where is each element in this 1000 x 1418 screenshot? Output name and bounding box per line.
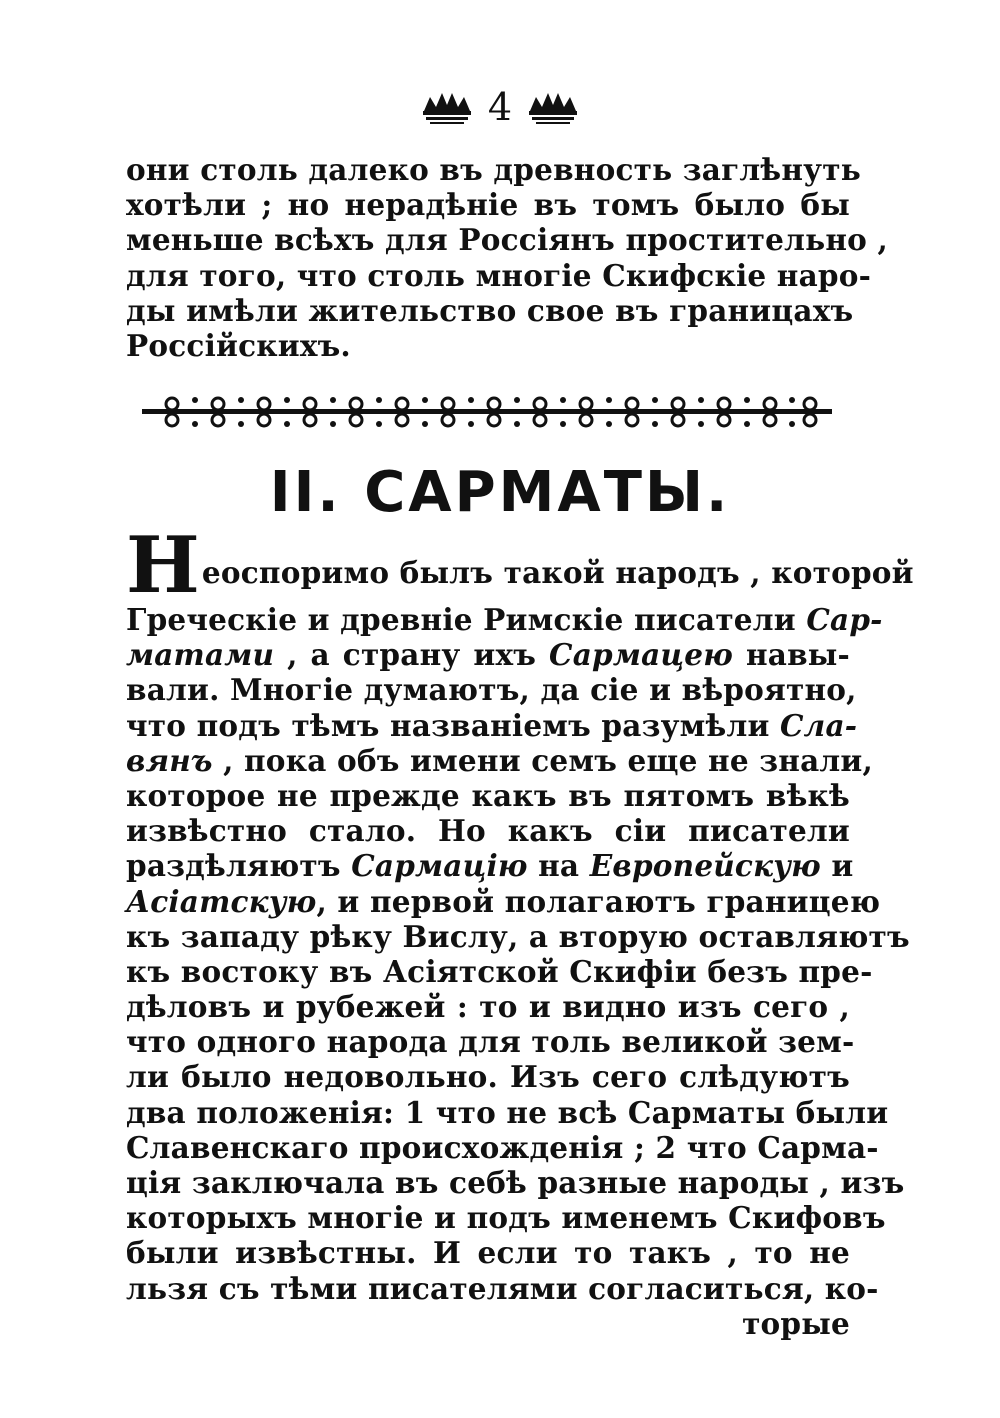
italic-segment: Сармацею xyxy=(549,637,734,673)
text-line: что одного народа для толь великой зем- xyxy=(126,1024,855,1060)
text-line: извѣстно стало. Но какъ сіи писатели xyxy=(126,813,850,849)
text-line xyxy=(126,707,858,743)
text-line xyxy=(126,637,850,672)
text-segment: что подъ тѣмъ названіемъ разумѣли xyxy=(126,707,780,743)
body-paragraph xyxy=(126,520,914,1341)
text-line: Славенскаго происхожденія ; 2 что Сарма- xyxy=(126,1129,879,1165)
italic-segment: Европейскую xyxy=(589,848,821,884)
first-line xyxy=(126,520,914,611)
text-line xyxy=(126,602,883,637)
italic-segment: Сар- xyxy=(806,602,883,637)
text-line: меньше всѣхъ для Россіянъ простительно , xyxy=(126,222,888,258)
text-line: для того, что столь многіе Скифскіе наро- xyxy=(126,257,872,293)
text-line: дѣловъ и рубежей : то и видно изъ сего , xyxy=(126,989,850,1025)
text-line: къ востоку въ Асіятской Скифіи безъ пре- xyxy=(126,953,873,989)
text-line: къ западу рѣку Вислу, а вторую оставляютъ xyxy=(126,918,910,954)
text-line: они столь далеко въ древность заглѣнуть xyxy=(126,152,861,187)
text-line: которое не прежде какъ въ пятомъ вѣкѣ xyxy=(126,777,850,813)
text-line xyxy=(126,848,854,884)
text-segment: еоспоримо былъ такой народъ , которой xyxy=(201,555,914,590)
text-segment: на xyxy=(527,848,590,884)
text-segment: навы- xyxy=(733,637,850,673)
italic-segment: вянъ xyxy=(126,742,213,778)
text-segment: раздѣляютъ xyxy=(126,848,352,884)
page-header xyxy=(0,82,1000,132)
text-line xyxy=(126,742,873,778)
text-line: ли было недовольно. Изъ сего слѣдуютъ xyxy=(126,1059,850,1095)
text-segment: , и первой полагаютъ границею xyxy=(316,883,881,919)
italic-segment: матами xyxy=(126,637,275,673)
decorative-divider-ornament xyxy=(142,392,832,432)
text-line: льзя съ тѣми писателями согласиться, ко- xyxy=(126,1270,879,1306)
italic-segment: Сармацію xyxy=(351,848,528,884)
text-line: хотѣли ; но нерадѣніе въ томъ было бы xyxy=(126,187,850,223)
text-line: Россійскихъ. xyxy=(126,327,351,363)
page-number: 4 xyxy=(487,85,513,129)
text-segment: и xyxy=(820,848,854,884)
italic-segment: Асіатскую xyxy=(126,883,317,919)
text-line: вали. Многіе думаютъ, да сіе и вѣроятно, xyxy=(126,672,857,708)
intro-paragraph xyxy=(126,152,888,363)
text-segment: , а страну ихъ xyxy=(274,637,550,673)
italic-segment: Сла- xyxy=(780,707,858,743)
text-segment: Греческіе и древніе Римскіе писатели xyxy=(126,602,807,637)
catchword: торые xyxy=(742,1305,850,1341)
text-line: были извѣстны. И если то такъ , то не xyxy=(126,1235,850,1271)
section-heading: II. САРМАТЫ. xyxy=(269,460,731,525)
text-line: которыхъ многіе и подъ именемъ Скифовъ xyxy=(126,1200,886,1236)
text-line: ды имѣли жительство свое въ границахъ xyxy=(126,292,854,328)
text-line: два положенія: 1 что не всѣ Сарматы были xyxy=(126,1094,889,1130)
right-crown-ornament-icon xyxy=(526,89,580,125)
left-crown-ornament-icon xyxy=(420,89,474,125)
text-segment: , пока объ имени семъ еще не знали, xyxy=(212,742,873,778)
text-line xyxy=(126,883,881,919)
drop-cap: Н xyxy=(126,520,200,611)
text-line: ція заключала въ себѣ разные народы , изъ xyxy=(126,1165,905,1200)
